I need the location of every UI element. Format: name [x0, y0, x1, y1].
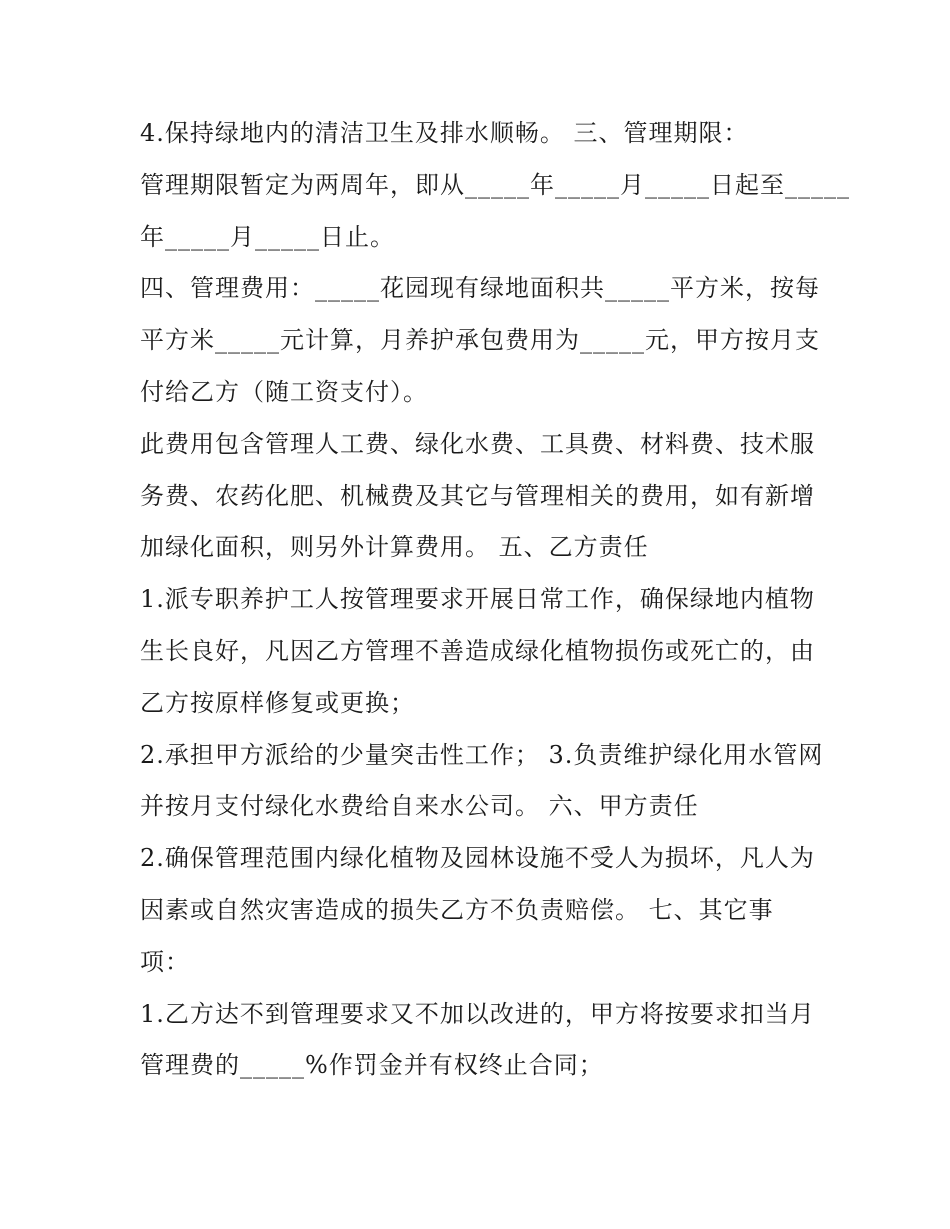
text-line: 管理费的_____%作罚金并有权终止合同； — [140, 1051, 604, 1080]
text-line: 此费用包含管理人工费、绿化水费、工具费、材料费、技术服 — [140, 429, 815, 458]
text-line: 四、管理费用：_____花园现有绿地面积共_____平方米，按每 — [140, 274, 820, 303]
text-line: 务费、农药化肥、机械费及其它与管理相关的费用，如有新增 — [140, 481, 815, 510]
text-line: 1.乙方达不到管理要求又不加以改进的，甲方将按要求扣当月 — [140, 999, 815, 1028]
text-line: 付给乙方（随工资支付）。 — [140, 377, 428, 406]
contract-text-body — [140, 108, 850, 1092]
text-line: 4.保持绿地内的清洁卫生及排水顺畅。 三、管理期限： — [140, 119, 749, 147]
text-line: 项： — [140, 947, 190, 976]
text-line: 2.确保管理范围内绿化植物及园林设施不受人为损坏，凡人为 — [140, 844, 815, 873]
text-line: 平方米_____元计算，月养护承包费用为_____元，甲方按月支 — [140, 326, 820, 355]
text-line: 年_____月_____日止。 — [140, 222, 395, 251]
text-line: 2.承担甲方派给的少量突击性工作； 3.负责维护绿化用水管网 — [140, 740, 824, 769]
text-line: 生长良好，凡因乙方管理不善造成绿化植物损伤或死亡的，由 — [140, 636, 815, 665]
text-line: 1.派专职养护工人按管理要求开展日常工作，确保绿地内植物 — [140, 585, 815, 614]
text-line: 因素或自然灾害造成的损失乙方不负责赔偿。 七、其它事 — [140, 895, 774, 924]
text-line: 乙方按原样修复或更换； — [140, 688, 415, 717]
text-line: 加绿化面积，则另外计算费用。 五、乙方责任 — [140, 533, 649, 562]
text-line: 管理期限暂定为两周年，即从_____年_____月_____日起至_____ — [140, 170, 850, 199]
text-line: 并按月支付绿化水费给自来水公司。 六、甲方责任 — [140, 792, 699, 821]
